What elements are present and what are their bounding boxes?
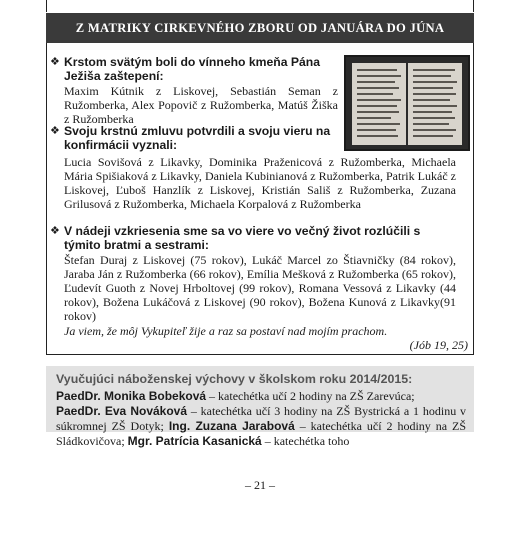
confirmation-heading: Svoju krstnú zmluvu potvrdili a svoju vieru na konfirmácii vyznali: [64,124,331,152]
teacher-1-name: PaedDr. Monika Bobeková [56,389,207,403]
baptism-heading: Krstom svätým boli do vínneho kmeňa Pána Ježiša zaštepení: [64,55,321,83]
teachers-title: Vyučujúci náboženskej výchovy v školskom roku 2014/2015: [56,372,413,386]
confirmation-names-block [50,154,456,211]
baptism-entry [50,55,338,126]
diamond-bullet-icon: ❖ [50,56,60,68]
teacher-4-text: – katechétka toho [261,434,350,448]
deaths-entry [50,224,456,338]
confirmation-names: Lucia Sovišová z Likavky, Dominika Praženicová z Ružomberka, Michaela Mária Spišiaková z Likavky, Daniela Kubinianová z Ružomberka, Patrik Lukáč z Liskovej, Ľuboš Hanzlík z Liskovej, Kristián Sališ z Ružomberka, Zuzana Grilusová z Ružomberka, Michaela Korpalová z Ružomberka [64,155,456,211]
page-number: – 21 – [245,478,275,492]
teacher-2-text: – katechétka učí 3 hodiny na ZŠ Bystrická a 1 hodinu v súkromnej ZŠ Dotyk; [56,404,467,433]
section-header: Z MATRIKY CIRKEVNÉHO ZBORU OD JANUÁRA DO JÚNA [46,13,474,43]
quote-reference: (Jób 19, 25) [409,338,468,352]
book-page-right [408,63,462,145]
book-page-left [352,63,406,145]
deaths-heading: V nádeji vzkriesenia sme sa vo viere vo večný život rozlúčili s týmito bratmi a sestrami: [64,224,421,252]
teachers-box [46,366,474,448]
teacher-4-name: Mgr. Patrícia Kasanická [127,434,262,448]
diamond-bullet-icon: ❖ [50,125,60,137]
baptism-names: Maxim Kútnik z Liskovej, Sebastián Seman z Ružomberka, Alex Popovič z Ružomberka, Matúš Žiška z Ružomberka [64,84,338,126]
diamond-bullet-icon: ❖ [50,225,60,237]
confirmation-entry [50,124,338,152]
teacher-3-text: – katechétka učí 2 hodiny na ZŠ Sládkovičova; [56,419,466,448]
teacher-1-text: – katechétka učí 2 hodiny na ZŠ Zarevúca; [206,389,415,403]
teachers-text [56,389,466,449]
teacher-2-name: PaedDr. Eva Nováková [56,404,188,418]
frame-top [46,0,474,12]
deaths-names: Štefan Duraj z Liskovej (75 rokov), Lukáč Marcel zo Štiavničky (84 rokov), Jaraba Ján z Ružomberka (66 rokov), Emília Mešková z Ružomberka (65 rokov), Ľudevít Guoth z Novej Hrboltovej (99 rokov), Romana Vessová z Likavky (44 rokov), Božena Lukáčová z Liskovej (90 rokov), Božena Kunová z Likavky(91 rokov) [64,253,456,323]
bible-quote: Ja viem, že môj Vykupiteľ žije a raz sa postaví nad mojím prachom. [64,324,388,338]
teacher-3-name: Ing. Zuzana Jarabová [168,419,295,433]
registry-book-photo [344,55,470,151]
